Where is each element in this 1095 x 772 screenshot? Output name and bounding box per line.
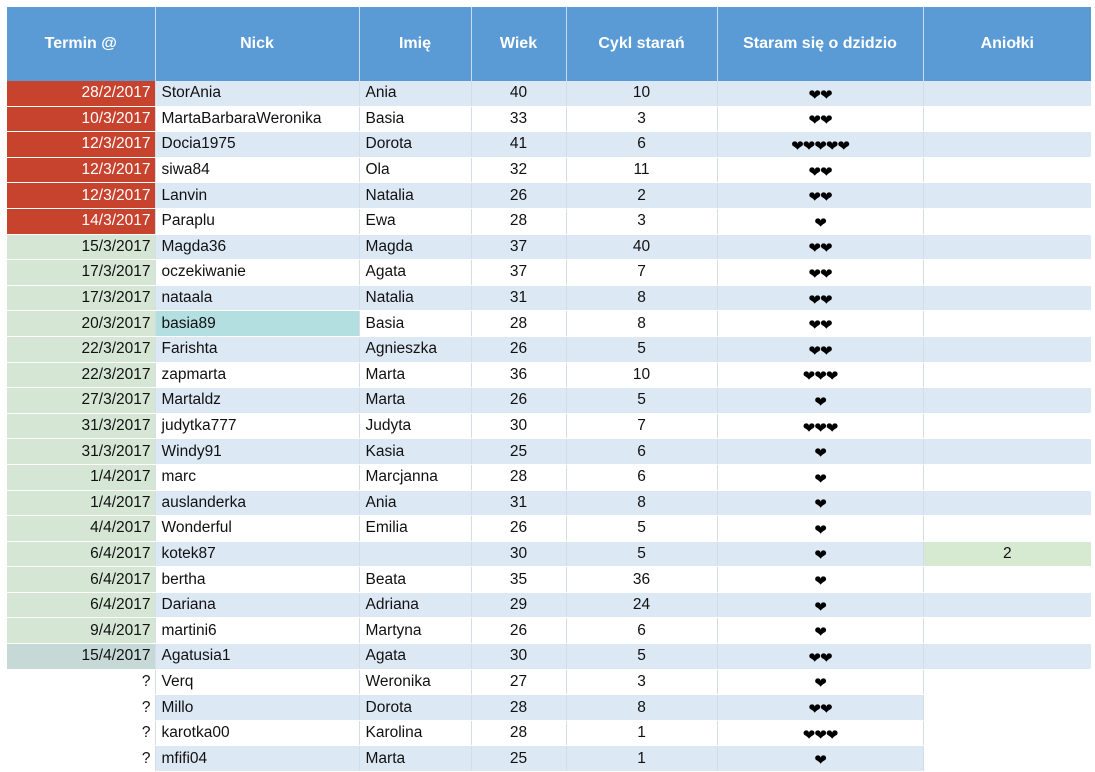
table-row xyxy=(7,490,1091,516)
table-row xyxy=(7,106,1091,132)
cykl-cell[interactable]: 40 xyxy=(566,234,717,260)
table-row xyxy=(7,388,1091,414)
nick-cell[interactable]: marc xyxy=(155,464,359,490)
nick-cell[interactable]: martini6 xyxy=(155,618,359,644)
aniolki-cell[interactable] xyxy=(923,464,1091,490)
imie-cell[interactable]: Natalia xyxy=(359,183,471,209)
termin-cell[interactable]: 12/3/2017 xyxy=(7,157,155,183)
nick-cell[interactable]: kotek87 xyxy=(155,541,359,567)
heart-icon: ❤ xyxy=(814,214,826,232)
table-row xyxy=(7,157,1091,183)
imie-cell[interactable]: Judyta xyxy=(359,413,471,439)
hearts-cell[interactable] xyxy=(717,439,923,465)
termin-cell[interactable]: 10/3/2017 xyxy=(7,106,155,132)
aniolki-cell[interactable] xyxy=(923,81,1091,106)
table-row xyxy=(7,567,1091,593)
hearts-cell[interactable] xyxy=(717,234,923,260)
heart-icon: ❤ xyxy=(814,521,826,539)
heart-icon: ❤ xyxy=(814,547,826,565)
hearts-cell[interactable] xyxy=(717,720,923,746)
cykl-cell[interactable]: 8 xyxy=(566,490,717,516)
spreadsheet xyxy=(7,7,1091,772)
termin-cell[interactable]: 17/3/2017 xyxy=(7,260,155,286)
table-row xyxy=(7,464,1091,490)
termin-cell[interactable]: 6/4/2017 xyxy=(7,541,155,567)
heart-icon: ❤ xyxy=(814,573,826,591)
nick-cell[interactable]: basia89 xyxy=(155,311,359,337)
hearts-cell[interactable] xyxy=(717,260,923,286)
cykl-cell[interactable]: 6 xyxy=(566,439,717,465)
wiek-cell[interactable]: 28 xyxy=(471,464,566,490)
heart-icon: ❤❤ xyxy=(808,649,832,667)
cykl-cell[interactable]: 5 xyxy=(566,336,717,362)
table-row xyxy=(7,311,1091,337)
aniolki-cell[interactable] xyxy=(923,388,1091,414)
heart-icon: ❤❤ xyxy=(808,163,832,181)
members-table xyxy=(7,7,1091,772)
nick-cell[interactable]: StorAnia xyxy=(155,81,359,106)
header-wiek[interactable]: Wiek xyxy=(471,7,566,81)
nick-cell[interactable]: siwa84 xyxy=(155,157,359,183)
aniolki-cell[interactable] xyxy=(923,208,1091,234)
cykl-cell[interactable]: 8 xyxy=(566,695,717,721)
heart-icon: ❤❤ xyxy=(808,112,832,130)
imie-cell[interactable]: Ola xyxy=(359,157,471,183)
imie-cell[interactable]: Natalia xyxy=(359,285,471,311)
wiek-cell[interactable]: 29 xyxy=(471,592,566,618)
imie-cell[interactable]: Marta xyxy=(359,746,471,772)
header-nick[interactable]: Nick xyxy=(155,7,359,81)
table-body xyxy=(7,81,1091,772)
termin-cell[interactable]: 6/4/2017 xyxy=(7,567,155,593)
heart-icon: ❤❤ xyxy=(808,701,832,719)
wiek-cell[interactable]: 31 xyxy=(471,285,566,311)
cykl-cell[interactable]: 8 xyxy=(566,285,717,311)
heart-icon: ❤❤ xyxy=(808,265,832,283)
nick-cell[interactable]: Dariana xyxy=(155,592,359,618)
table-row xyxy=(7,695,1091,721)
imie-cell[interactable]: Basia xyxy=(359,311,471,337)
hearts-cell[interactable] xyxy=(717,567,923,593)
hearts-cell[interactable] xyxy=(717,311,923,337)
hearts-cell[interactable] xyxy=(717,81,923,106)
aniolki-cell[interactable]: 2 xyxy=(923,541,1091,567)
table-row xyxy=(7,618,1091,644)
termin-cell[interactable]: ? xyxy=(7,669,155,695)
table-row xyxy=(7,132,1091,158)
cykl-cell[interactable]: 5 xyxy=(566,644,717,670)
heart-icon: ❤❤❤ xyxy=(802,726,838,744)
header-row xyxy=(7,7,1091,81)
cykl-cell[interactable]: 5 xyxy=(566,516,717,542)
aniolki-cell[interactable] xyxy=(923,260,1091,286)
cykl-cell[interactable]: 6 xyxy=(566,464,717,490)
cykl-cell[interactable]: 10 xyxy=(566,362,717,388)
cykl-cell[interactable]: 8 xyxy=(566,311,717,337)
wiek-cell[interactable]: 26 xyxy=(471,183,566,209)
wiek-cell[interactable]: 30 xyxy=(471,541,566,567)
termin-cell[interactable]: 12/3/2017 xyxy=(7,183,155,209)
aniolki-cell[interactable] xyxy=(923,336,1091,362)
hearts-cell[interactable] xyxy=(717,208,923,234)
wiek-cell[interactable]: 32 xyxy=(471,157,566,183)
header-staram-sie[interactable]: Staram się o dzidzio xyxy=(717,7,923,81)
aniolki-cell[interactable] xyxy=(923,157,1091,183)
table-row xyxy=(7,592,1091,618)
wiek-cell[interactable]: 25 xyxy=(471,439,566,465)
aniolki-cell[interactable] xyxy=(923,439,1091,465)
wiek-cell[interactable]: 28 xyxy=(471,720,566,746)
aniolki-cell[interactable] xyxy=(923,618,1091,644)
imie-cell[interactable]: Weronika xyxy=(359,669,471,695)
cykl-cell[interactable]: 7 xyxy=(566,260,717,286)
termin-cell[interactable]: ? xyxy=(7,746,155,772)
aniolki-cell[interactable] xyxy=(923,720,1091,746)
imie-cell[interactable]: Kasia xyxy=(359,439,471,465)
aniolki-cell[interactable] xyxy=(923,592,1091,618)
cykl-cell[interactable]: 11 xyxy=(566,157,717,183)
termin-cell[interactable]: 17/3/2017 xyxy=(7,285,155,311)
header-termin[interactable]: Termin @ xyxy=(7,7,155,81)
heart-icon: ❤ xyxy=(814,445,826,463)
nick-cell[interactable]: Agatusia1 xyxy=(155,644,359,670)
imie-cell[interactable]: Magda xyxy=(359,234,471,260)
wiek-cell[interactable]: 26 xyxy=(471,618,566,644)
table-row xyxy=(7,208,1091,234)
nick-cell[interactable]: Verq xyxy=(155,669,359,695)
heart-icon: ❤ xyxy=(814,624,826,642)
nick-cell[interactable]: oczekiwanie xyxy=(155,260,359,286)
cykl-cell[interactable]: 36 xyxy=(566,567,717,593)
imie-cell[interactable]: Dorota xyxy=(359,132,471,158)
hearts-cell[interactable] xyxy=(717,388,923,414)
wiek-cell[interactable]: 35 xyxy=(471,567,566,593)
imie-cell[interactable]: Emilia xyxy=(359,516,471,542)
termin-cell[interactable]: 4/4/2017 xyxy=(7,516,155,542)
table-row xyxy=(7,516,1091,542)
hearts-cell[interactable] xyxy=(717,132,923,158)
aniolki-cell[interactable] xyxy=(923,311,1091,337)
heart-icon: ❤ xyxy=(814,496,826,514)
table-row xyxy=(7,439,1091,465)
aniolki-cell[interactable] xyxy=(923,516,1091,542)
cykl-cell[interactable]: 24 xyxy=(566,592,717,618)
aniolki-cell[interactable] xyxy=(923,183,1091,209)
nick-cell[interactable]: Millo xyxy=(155,695,359,721)
wiek-cell[interactable]: 30 xyxy=(471,644,566,670)
hearts-cell[interactable] xyxy=(717,157,923,183)
imie-cell[interactable]: Beata xyxy=(359,567,471,593)
table-row xyxy=(7,413,1091,439)
wiek-cell[interactable]: 31 xyxy=(471,490,566,516)
imie-cell[interactable]: Agata xyxy=(359,260,471,286)
hearts-cell[interactable] xyxy=(717,183,923,209)
termin-cell[interactable]: 15/4/2017 xyxy=(7,644,155,670)
heart-icon: ❤❤❤❤❤ xyxy=(791,137,849,155)
cykl-cell[interactable]: 7 xyxy=(566,413,717,439)
heart-icon: ❤❤ xyxy=(808,317,832,335)
wiek-cell[interactable]: 26 xyxy=(471,388,566,414)
hearts-cell[interactable] xyxy=(717,618,923,644)
wiek-cell[interactable]: 26 xyxy=(471,336,566,362)
imie-cell[interactable]: Marta xyxy=(359,388,471,414)
imie-cell[interactable]: Karolina xyxy=(359,720,471,746)
aniolki-cell[interactable] xyxy=(923,106,1091,132)
nick-cell[interactable]: auslanderka xyxy=(155,490,359,516)
termin-cell[interactable]: 12/3/2017 xyxy=(7,132,155,158)
termin-cell[interactable]: 15/3/2017 xyxy=(7,234,155,260)
wiek-cell[interactable]: 30 xyxy=(471,413,566,439)
wiek-cell[interactable]: 27 xyxy=(471,669,566,695)
heart-icon: ❤❤ xyxy=(808,189,832,207)
heart-icon: ❤ xyxy=(814,675,826,693)
wiek-cell[interactable]: 25 xyxy=(471,746,566,772)
hearts-cell[interactable] xyxy=(717,106,923,132)
wiek-cell[interactable]: 37 xyxy=(471,234,566,260)
nick-cell[interactable]: MartaBarbaraWeronika xyxy=(155,106,359,132)
aniolki-cell[interactable] xyxy=(923,695,1091,721)
table-row xyxy=(7,81,1091,106)
hearts-cell[interactable] xyxy=(717,746,923,772)
heart-icon: ❤ xyxy=(814,752,826,770)
table-row xyxy=(7,720,1091,746)
aniolki-cell[interactable] xyxy=(923,746,1091,772)
wiek-cell[interactable]: 28 xyxy=(471,695,566,721)
heart-icon: ❤❤ xyxy=(808,86,832,104)
nick-cell[interactable]: judytka777 xyxy=(155,413,359,439)
nick-cell[interactable]: mfifi04 xyxy=(155,746,359,772)
hearts-cell[interactable] xyxy=(717,285,923,311)
aniolki-cell[interactable] xyxy=(923,234,1091,260)
cykl-cell[interactable]: 10 xyxy=(566,81,717,106)
nick-cell[interactable]: karotka00 xyxy=(155,720,359,746)
heart-icon: ❤❤ xyxy=(808,291,832,309)
nick-cell[interactable]: Docia1975 xyxy=(155,132,359,158)
hearts-cell[interactable] xyxy=(717,362,923,388)
nick-cell[interactable]: Windy91 xyxy=(155,439,359,465)
table-row xyxy=(7,362,1091,388)
imie-cell[interactable]: Agnieszka xyxy=(359,336,471,362)
table-row xyxy=(7,336,1091,362)
imie-cell[interactable]: Martyna xyxy=(359,618,471,644)
termin-cell[interactable]: 28/2/2017 xyxy=(7,81,155,106)
heart-icon: ❤❤ xyxy=(808,240,832,258)
table-row xyxy=(7,234,1091,260)
cykl-cell[interactable]: 6 xyxy=(566,618,717,644)
nick-cell[interactable]: zapmarta xyxy=(155,362,359,388)
wiek-cell[interactable]: 36 xyxy=(471,362,566,388)
aniolki-cell[interactable] xyxy=(923,413,1091,439)
imie-cell[interactable]: Agata xyxy=(359,644,471,670)
hearts-cell[interactable] xyxy=(717,592,923,618)
table-row xyxy=(7,644,1091,670)
termin-cell[interactable]: 1/4/2017 xyxy=(7,464,155,490)
aniolki-cell[interactable] xyxy=(923,669,1091,695)
termin-cell[interactable]: 31/3/2017 xyxy=(7,413,155,439)
nick-cell[interactable]: Magda36 xyxy=(155,234,359,260)
nick-cell[interactable]: bertha xyxy=(155,567,359,593)
imie-cell[interactable]: Marcjanna xyxy=(359,464,471,490)
aniolki-cell[interactable] xyxy=(923,490,1091,516)
termin-cell[interactable]: 14/3/2017 xyxy=(7,208,155,234)
termin-cell[interactable]: 1/4/2017 xyxy=(7,490,155,516)
aniolki-cell[interactable] xyxy=(923,132,1091,158)
cykl-cell[interactable]: 1 xyxy=(566,720,717,746)
hearts-cell[interactable] xyxy=(717,516,923,542)
cykl-cell[interactable]: 1 xyxy=(566,746,717,772)
termin-cell[interactable]: 9/4/2017 xyxy=(7,618,155,644)
cykl-cell[interactable]: 3 xyxy=(566,669,717,695)
imie-cell[interactable]: Marta xyxy=(359,362,471,388)
heart-icon: ❤❤ xyxy=(808,342,832,360)
cykl-cell[interactable]: 5 xyxy=(566,541,717,567)
aniolki-cell[interactable] xyxy=(923,285,1091,311)
table-row xyxy=(7,746,1091,772)
hearts-cell[interactable] xyxy=(717,490,923,516)
hearts-cell[interactable] xyxy=(717,464,923,490)
cykl-cell[interactable]: 3 xyxy=(566,208,717,234)
wiek-cell[interactable]: 26 xyxy=(471,516,566,542)
heart-icon: ❤❤❤ xyxy=(802,368,838,386)
header-aniolki[interactable]: Aniołki xyxy=(923,7,1091,81)
wiek-cell[interactable]: 33 xyxy=(471,106,566,132)
aniolki-cell[interactable] xyxy=(923,644,1091,670)
hearts-cell[interactable] xyxy=(717,541,923,567)
table-row xyxy=(7,260,1091,286)
nick-cell[interactable]: Farishta xyxy=(155,336,359,362)
table-row xyxy=(7,183,1091,209)
termin-cell[interactable]: 31/3/2017 xyxy=(7,439,155,465)
table-row xyxy=(7,541,1091,567)
imie-cell[interactable]: Basia xyxy=(359,106,471,132)
table-row xyxy=(7,285,1091,311)
imie-cell[interactable]: Ania xyxy=(359,81,471,106)
aniolki-cell[interactable] xyxy=(923,362,1091,388)
header-cykl[interactable]: Cykl starań xyxy=(566,7,717,81)
wiek-cell[interactable]: 28 xyxy=(471,208,566,234)
termin-cell[interactable]: ? xyxy=(7,720,155,746)
aniolki-cell[interactable] xyxy=(923,567,1091,593)
hearts-cell[interactable] xyxy=(717,669,923,695)
heart-icon: ❤ xyxy=(814,393,826,411)
imie-cell[interactable]: Ewa xyxy=(359,208,471,234)
heart-icon: ❤❤❤ xyxy=(802,419,838,437)
termin-cell[interactable]: 22/3/2017 xyxy=(7,336,155,362)
imie-cell[interactable]: Ania xyxy=(359,490,471,516)
hearts-cell[interactable] xyxy=(717,413,923,439)
cykl-cell[interactable]: 5 xyxy=(566,388,717,414)
termin-cell[interactable]: 6/4/2017 xyxy=(7,592,155,618)
nick-cell[interactable]: Lanvin xyxy=(155,183,359,209)
nick-cell[interactable]: Wonderful xyxy=(155,516,359,542)
termin-cell[interactable]: 22/3/2017 xyxy=(7,362,155,388)
heart-icon: ❤ xyxy=(814,470,826,488)
termin-cell[interactable]: 27/3/2017 xyxy=(7,388,155,414)
nick-cell[interactable]: Paraplu xyxy=(155,208,359,234)
heart-icon: ❤ xyxy=(814,598,826,616)
header-imie[interactable]: Imię xyxy=(359,7,471,81)
imie-cell[interactable]: Adriana xyxy=(359,592,471,618)
cykl-cell[interactable]: 2 xyxy=(566,183,717,209)
imie-cell[interactable]: Dorota xyxy=(359,695,471,721)
nick-cell[interactable]: Martaldz xyxy=(155,388,359,414)
wiek-cell[interactable]: 41 xyxy=(471,132,566,158)
wiek-cell[interactable]: 28 xyxy=(471,311,566,337)
imie-cell[interactable] xyxy=(359,541,471,567)
termin-cell[interactable]: ? xyxy=(7,695,155,721)
wiek-cell[interactable]: 40 xyxy=(471,81,566,106)
wiek-cell[interactable]: 37 xyxy=(471,260,566,286)
termin-cell[interactable]: 20/3/2017 xyxy=(7,311,155,337)
cykl-cell[interactable]: 3 xyxy=(566,106,717,132)
table-row xyxy=(7,669,1091,695)
hearts-cell[interactable] xyxy=(717,695,923,721)
nick-cell[interactable]: nataala xyxy=(155,285,359,311)
hearts-cell[interactable] xyxy=(717,336,923,362)
hearts-cell[interactable] xyxy=(717,644,923,670)
cykl-cell[interactable]: 6 xyxy=(566,132,717,158)
